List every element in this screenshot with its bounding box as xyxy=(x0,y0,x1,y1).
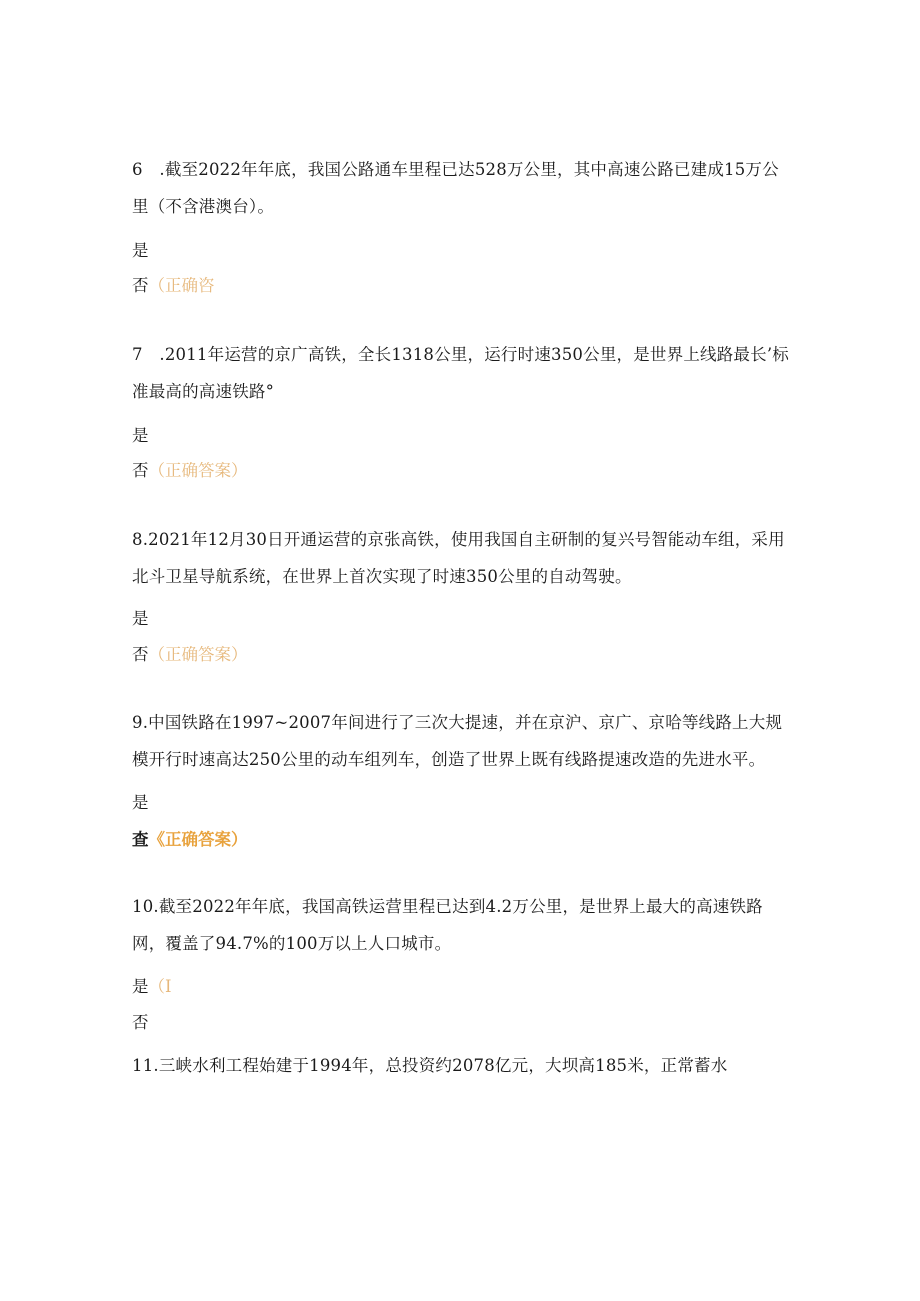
option-label: 是 xyxy=(132,426,149,445)
question-8-option-no[interactable] xyxy=(132,643,248,667)
question-7-option-yes[interactable] xyxy=(132,424,149,448)
correct-answer-mark: 《正确答案） xyxy=(148,830,248,849)
correct-answer-mark: （正确咨 xyxy=(148,276,215,295)
correct-answer-mark: （正确答案） xyxy=(148,645,248,664)
question-10-option-yes[interactable] xyxy=(132,975,172,999)
option-label: 否 xyxy=(132,1013,149,1032)
question-10-option-no[interactable] xyxy=(132,1011,149,1035)
question-7-option-no[interactable] xyxy=(132,459,248,483)
question-9-option-no[interactable] xyxy=(132,828,248,852)
option-label: 是 xyxy=(132,793,149,812)
option-label: 否 xyxy=(132,461,149,480)
option-label: 查 xyxy=(132,830,149,849)
question-7-text: 7 .2011年运营的京广高铁，全长1318公里，运行时速350公里，是世界上线路最长’标准最高的高速铁路° xyxy=(132,345,789,401)
option-label: 是 xyxy=(132,977,149,996)
question-9-text: 9.中国铁路在1997~2007年间进行了三次大提速，并在京沪、京广、京哈等线路上大规模开行时速高达250公里的动车组列车，创造了世界上既有线路提速改造的先进水平。 xyxy=(132,713,783,769)
option-label: 否 xyxy=(132,645,149,664)
question-10-text: 10.截至2022年年底，我国高铁运营里程已达到4.2万公里，是世界上最大的高速铁路网，覆盖了94.7%的100万以上人口城市。 xyxy=(132,897,763,953)
question-6-text: 6 .截至2022年年底，我国公路通车里程已达528万公里，其中高速公路已建成15万公里（不含港澳台）。 xyxy=(132,160,779,216)
question-9-option-yes[interactable] xyxy=(132,791,149,815)
correct-answer-mark: （正确答案） xyxy=(148,461,248,480)
question-6-option-yes[interactable] xyxy=(132,239,149,263)
option-label: 否 xyxy=(132,276,149,295)
question-6-option-no[interactable] xyxy=(132,274,215,298)
correct-answer-mark: （I xyxy=(148,977,172,996)
question-11-text: 11.三峡水利工程始建于1994年，总投资约2078亿元，大坝高185米，正常蓄水 xyxy=(132,1056,728,1075)
option-label: 是 xyxy=(132,241,149,260)
question-8-text: 8.2021年12月30日开通运营的京张高铁，使用我国自主研制的复兴号智能动车组，采用北斗卫星导航系统，在世界上首次实现了时速350公里的自动驾驶。 xyxy=(132,530,785,586)
question-8-option-yes[interactable] xyxy=(132,607,149,631)
option-label: 是 xyxy=(132,609,149,628)
